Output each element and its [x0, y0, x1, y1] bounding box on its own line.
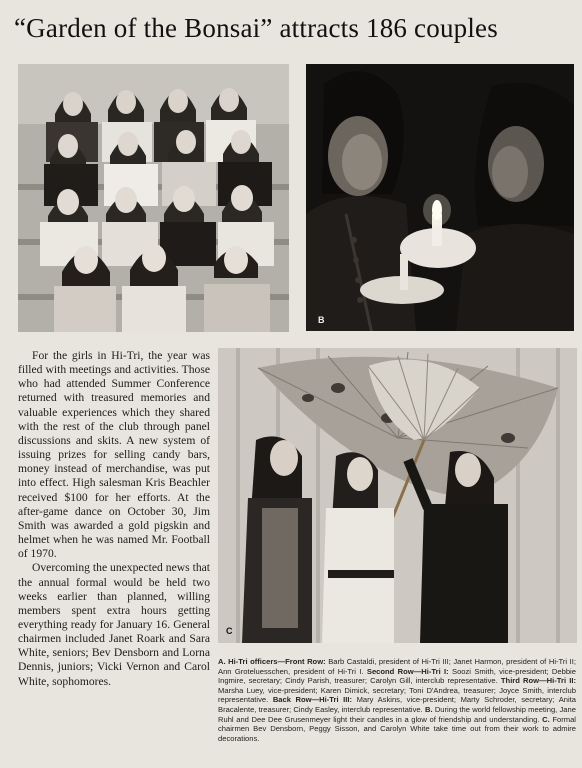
page-headline: “Garden of the Bonsai” attracts 186 couples [14, 13, 498, 43]
photo-c-formal-chairmen [218, 348, 577, 643]
caption-a-front-row: Barb Castaldi, president of Hi-Tri III; Janet Harmon, president of Hi-Tri II; Ann Groteluesschen, president of Hi-Tri I. [218, 657, 576, 676]
photo-b-letter: B [318, 315, 325, 325]
caption-back-row-label: Back Row—Hi-Tri III: [272, 695, 352, 705]
caption-third-row-label: Third Row—Hi-Tri II: [500, 676, 576, 686]
caption-a-back-row: Mary Askins, vice-president; Marty Schroder, secretary; Anita Bracalente, treasurer; Cindy Easley, interclub representative. [218, 695, 577, 714]
formal-chairmen-image [218, 348, 577, 643]
photo-a-officers-group [18, 64, 289, 332]
caption-c-label: C. [542, 714, 550, 724]
article-body [18, 349, 210, 689]
caption-a-label: A. Hi-Tri officers—Front Row: [218, 657, 326, 666]
photo-b-candle-lighting [306, 64, 574, 331]
caption-c-text: Formal chairmen Bev Densborn, Peggy Sisson, and Carolyn White take time out from their work to admire decorations. [218, 714, 576, 743]
caption-b-label: B. [424, 704, 433, 714]
photo-caption [218, 657, 576, 743]
caption-a-third-row: Marsha Luey, vice-president; Karen Dimick, secretary; Toni D'Andrea, treasurer; Joyce Smith, interclub representative. [218, 685, 576, 705]
caption-a-second-row: Soozi Smith, vice-president; Debbie Ingmire, secretary; Cindy Parish, treasurer; Carolyn Gill, interclub representative. [218, 666, 576, 686]
officers-group-image [18, 64, 289, 332]
article-paragraph: For the girls in Hi-Tri, the year was filled with meetings and activities. Those who had attended Summer Conference returned with treasured memories and valuable experiences which they shared with the rest of the club through panel discussions and skits. A new system of issuing prizes for selling candy bars, money instead of merchandise, was put into effect. High salesman Kris Beachler received $100 for her efforts. At the after-game dance on October 30, Jim Smith was awarded a gold pigskin and helmet when he was named Mr. Football of 1970. [18, 349, 210, 561]
caption-b-text: During the world fellowship meeting, Jane Ruhl and Dee Dee Grusenmeyer light their candles in a glow of friendship and understanding. [218, 704, 576, 724]
article-paragraph: Overcoming the unexpected news that the annual formal would be held two weeks earlier than planned, willing members spent extra hours getting everything ready for January 16. General chairmen included Janet Roark and Sara White, seniors; Bev Densborn and Lorna Dennis, juniors; Vicki Vernon and Carol White, sophomores. [18, 561, 210, 688]
photo-c-letter: C [226, 626, 233, 636]
candle-lighting-image [306, 64, 574, 331]
caption-second-row-label: Second Row—Hi-Tri I: [366, 666, 449, 676]
